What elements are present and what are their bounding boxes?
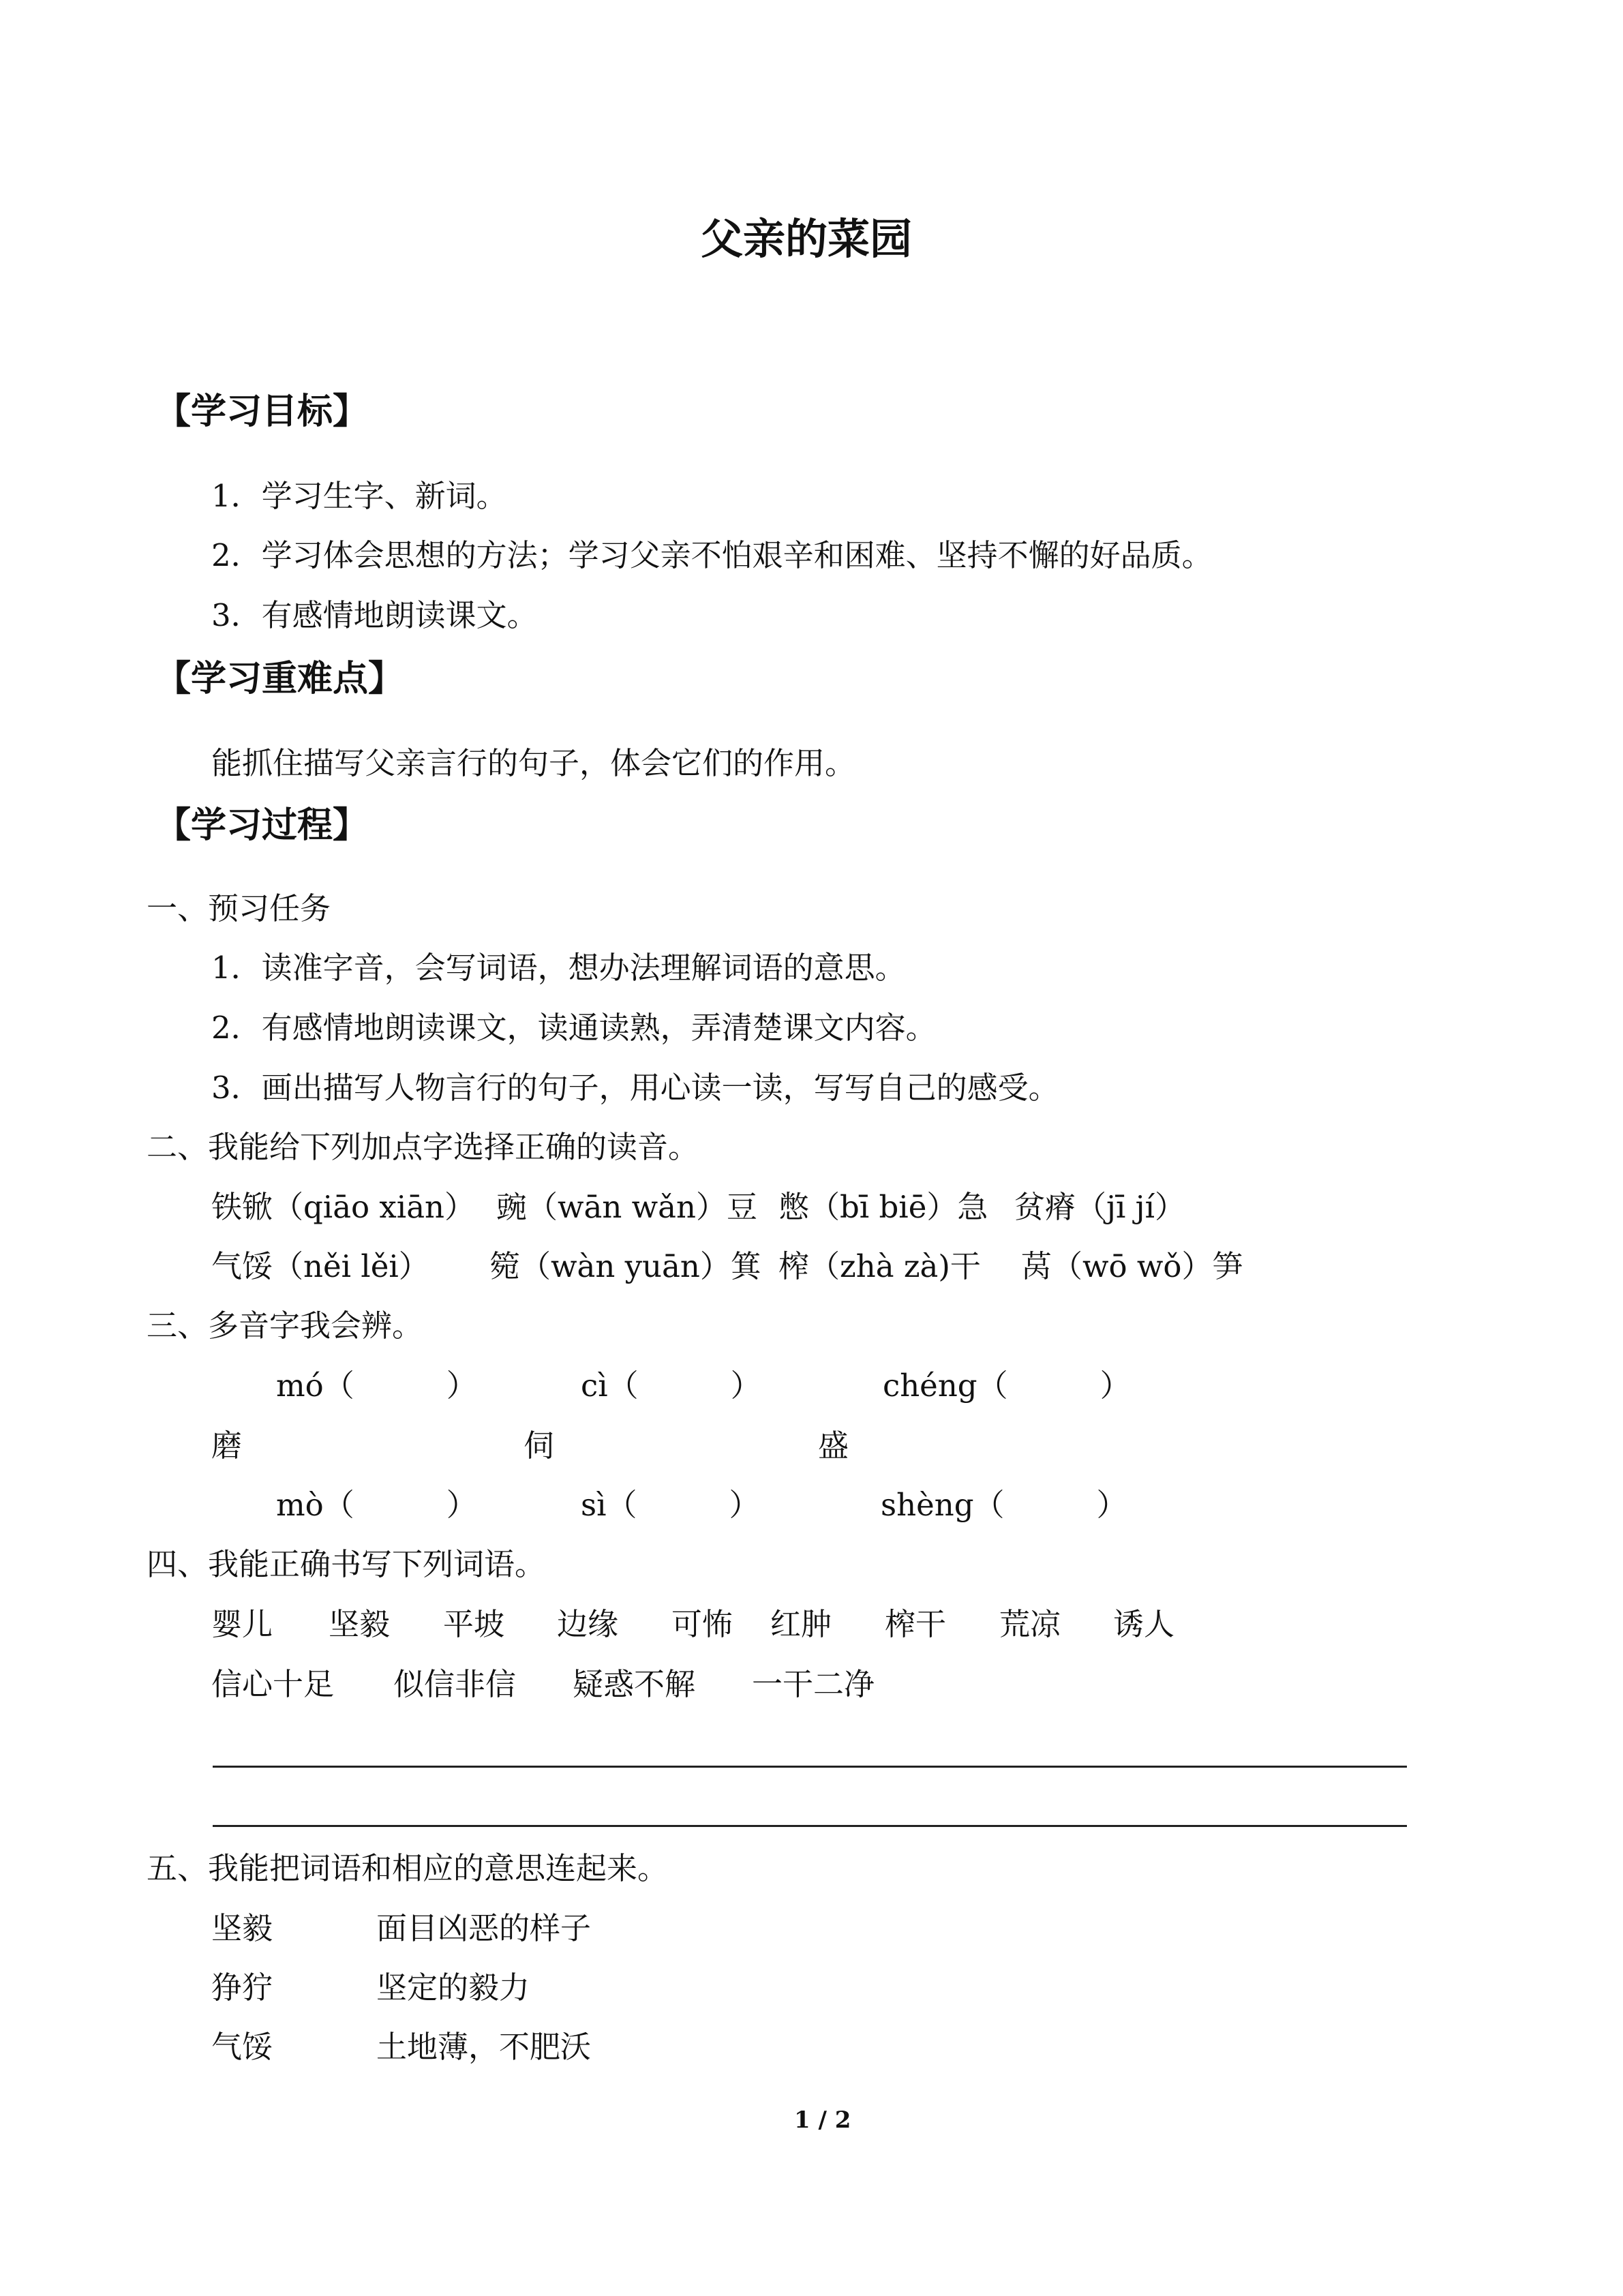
polyphone-blank: cì（ ） (581, 1368, 761, 1404)
vocab-word: 似信非信 (393, 1666, 517, 1702)
polyphone-blank: mó（ ） (276, 1368, 477, 1404)
goal-item: 2．学习体会思想的方法；学习父亲不怕艰辛和困难、坚持不懈的好品质。 (211, 537, 1213, 573)
match-word: 狰狞 (211, 1969, 273, 2006)
vocab-word: 疑惑不解 (573, 1666, 696, 1702)
vocab-word: 婴儿 (211, 1606, 273, 1642)
vocab-word: 信心十足 (211, 1666, 335, 1702)
match-meaning: 坚定的毅力 (376, 1969, 530, 2006)
preview-item: 1．读准字音，会写词语，想办法理解词语的意思。 (211, 950, 906, 986)
vocab-word: 平坡 (443, 1606, 505, 1642)
vocab-word: 荒凉 (999, 1606, 1061, 1642)
pinyin-choice: 豌（wān wǎn）豆 (496, 1189, 757, 1225)
vocab-word: 可怖 (671, 1606, 733, 1642)
polyphone-char: 磨 (211, 1428, 243, 1464)
polyphone-blank: shèng（ ） (881, 1487, 1127, 1523)
page-number: 1 / 2 (794, 2106, 851, 2134)
part1-heading: 一、预习任务 (147, 890, 331, 926)
polyphone-blank: sì（ ） (581, 1487, 760, 1523)
preview-item: 2．有感情地朗读课文，读通读熟，弄清楚课文内容。 (211, 1010, 937, 1046)
pinyin-choice: 莴（wō wǒ）笋 (1021, 1248, 1243, 1284)
vocab-word: 坚毅 (329, 1606, 391, 1642)
vocab-word: 边缘 (557, 1606, 619, 1642)
polyphone-blank: mò（ ） (276, 1487, 477, 1523)
vocab-word: 一干二净 (752, 1666, 875, 1702)
part5-heading: 五、我能把词语和相应的意思连起来。 (147, 1850, 669, 1886)
section-heading-process: 【学习过程】 (155, 805, 369, 846)
match-word: 坚毅 (211, 1910, 273, 1946)
polyphone-char: 盛 (818, 1428, 849, 1464)
goal-item: 3．有感情地朗读课文。 (211, 597, 538, 633)
match-meaning: 面目凶恶的样子 (376, 1910, 592, 1946)
writing-line[interactable] (213, 1766, 1407, 1768)
vocab-word: 榨干 (885, 1606, 947, 1642)
pinyin-choice: 贫瘠（jī jí） (1014, 1189, 1185, 1225)
part4-heading: 四、我能正确书写下列词语。 (147, 1546, 546, 1582)
match-meaning: 土地薄，不肥沃 (376, 2029, 592, 2065)
preview-item: 3．画出描写人物言行的句子，用心读一读，写写自己的感受。 (211, 1070, 1059, 1106)
part2-heading: 二、我能给下列加点字选择正确的读音。 (147, 1129, 699, 1165)
page-title: 父亲的菜园 (701, 214, 913, 264)
match-word: 气馁 (211, 2029, 273, 2065)
polyphone-char: 伺 (524, 1428, 555, 1464)
writing-line[interactable] (213, 1825, 1407, 1827)
vocab-word: 红肿 (770, 1606, 832, 1642)
pinyin-choice: 气馁（něi lěi） (211, 1248, 429, 1284)
section-heading-goals: 【学习目标】 (155, 391, 369, 432)
polyphone-blank: chéng（ ） (883, 1368, 1131, 1404)
goal-item: 1．学习生字、新词。 (211, 478, 507, 514)
keypoints-text: 能抓住描写父亲言行的句子，体会它们的作用。 (211, 745, 856, 781)
pinyin-choice: 憋（bī biē）急 (778, 1189, 988, 1225)
pinyin-choice: 箢（wàn yuān）箕 (489, 1248, 761, 1284)
vocab-word: 诱人 (1113, 1606, 1175, 1642)
pinyin-choice: 榨（zhà zà)干 (778, 1248, 981, 1284)
pinyin-choice: 铁锨（qiāo xiān） (211, 1189, 476, 1225)
section-heading-keypoints: 【学习重难点】 (155, 659, 404, 699)
part3-heading: 三、多音字我会辨。 (147, 1308, 423, 1344)
